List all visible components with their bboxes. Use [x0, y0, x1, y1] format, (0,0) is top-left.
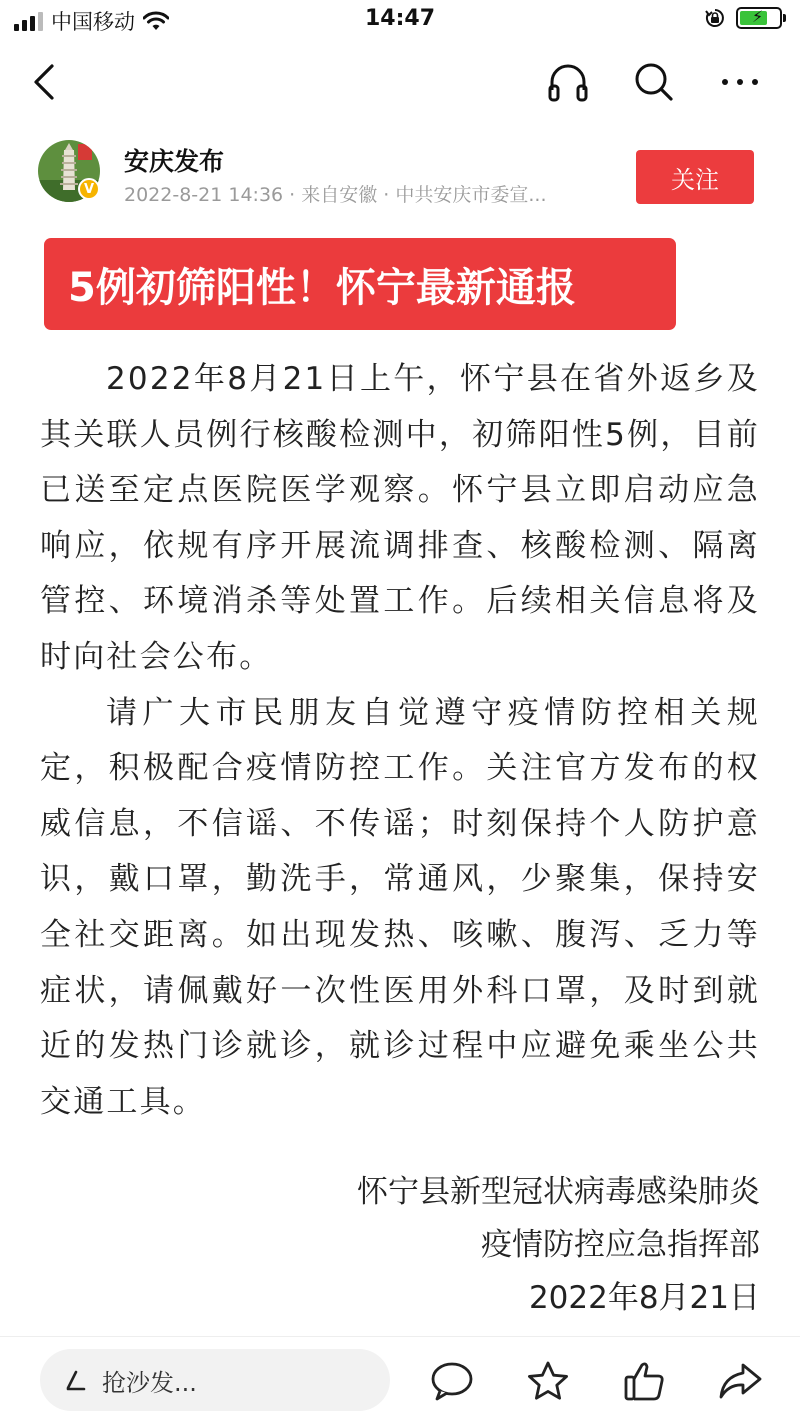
share-icon[interactable] — [716, 1357, 764, 1405]
pen-icon — [64, 1368, 88, 1392]
star-icon[interactable] — [524, 1357, 572, 1405]
bottom-actions — [428, 1357, 764, 1405]
signature-line: 疫情防控应急指挥部 — [481, 1227, 760, 1263]
back-chevron-icon[interactable] — [28, 60, 68, 104]
verified-badge: V — [78, 178, 100, 200]
headphones-icon[interactable] — [546, 60, 590, 104]
comment-placeholder: 抢沙发... — [102, 1368, 197, 1397]
thumbs-up-icon[interactable] — [620, 1357, 668, 1405]
article-body — [40, 352, 760, 1130]
more-icon[interactable] — [718, 60, 762, 104]
account-name[interactable]: 安庆发布 — [124, 147, 225, 176]
bottom-action-bar — [0, 1336, 800, 1423]
status-bar — [0, 0, 800, 40]
status-time: 14:47 — [364, 6, 436, 31]
article-signature — [357, 1166, 760, 1325]
charging-bolt-icon: ⚡ — [752, 7, 764, 26]
follow-button[interactable]: 关注 — [636, 150, 754, 204]
top-nav-bar — [0, 50, 800, 114]
article-paragraph: 请广大市民朋友自觉遵守疫情防控相关规定，积极配合疫情防控工作。关注官方发布的权威信息，不信谣、不传谣；时刻保持个人防护意识，戴口罩，勤洗手，常通风，少聚集，保持安全社交距离。如出现发热、咳嗽、腹泻、乏力等症状，请佩戴好一次性医用外科口罩，及时到就近的发热门诊就诊，就诊过程中应避免乘坐公共交通工具。 — [40, 694, 760, 1120]
battery-icon — [736, 7, 782, 29]
article-paragraph: 2022年8月21日上午，怀宁县在省外返乡及其关联人员例行核酸检测中，初筛阳性5例，目前已送至定点医院医学观察。怀宁县立即启动应急响应，依规有序开展流调排查、核酸检测、隔离管控、环境消杀等处置工作。后续相关信息将及时向社会公布。 — [40, 361, 760, 675]
comment-icon[interactable] — [428, 1357, 476, 1405]
orientation-lock-icon — [704, 7, 726, 29]
account-header — [38, 138, 762, 208]
carrier-name: 中国移动 — [51, 10, 135, 34]
signature-date: 2022年8月21日 — [528, 1280, 760, 1316]
headline-banner: 5例初筛阳性！怀宁最新通报 — [44, 238, 676, 330]
nav-actions — [546, 60, 762, 104]
post-meta: 2022-8-21 14:36 · 来自安徽 · 中共安庆市委宣... — [124, 184, 547, 206]
comment-input[interactable] — [40, 1349, 390, 1411]
search-icon[interactable] — [632, 60, 676, 104]
status-bar-right — [704, 7, 786, 29]
signature-line: 怀宁县新型冠状病毒感染肺炎 — [357, 1174, 760, 1210]
